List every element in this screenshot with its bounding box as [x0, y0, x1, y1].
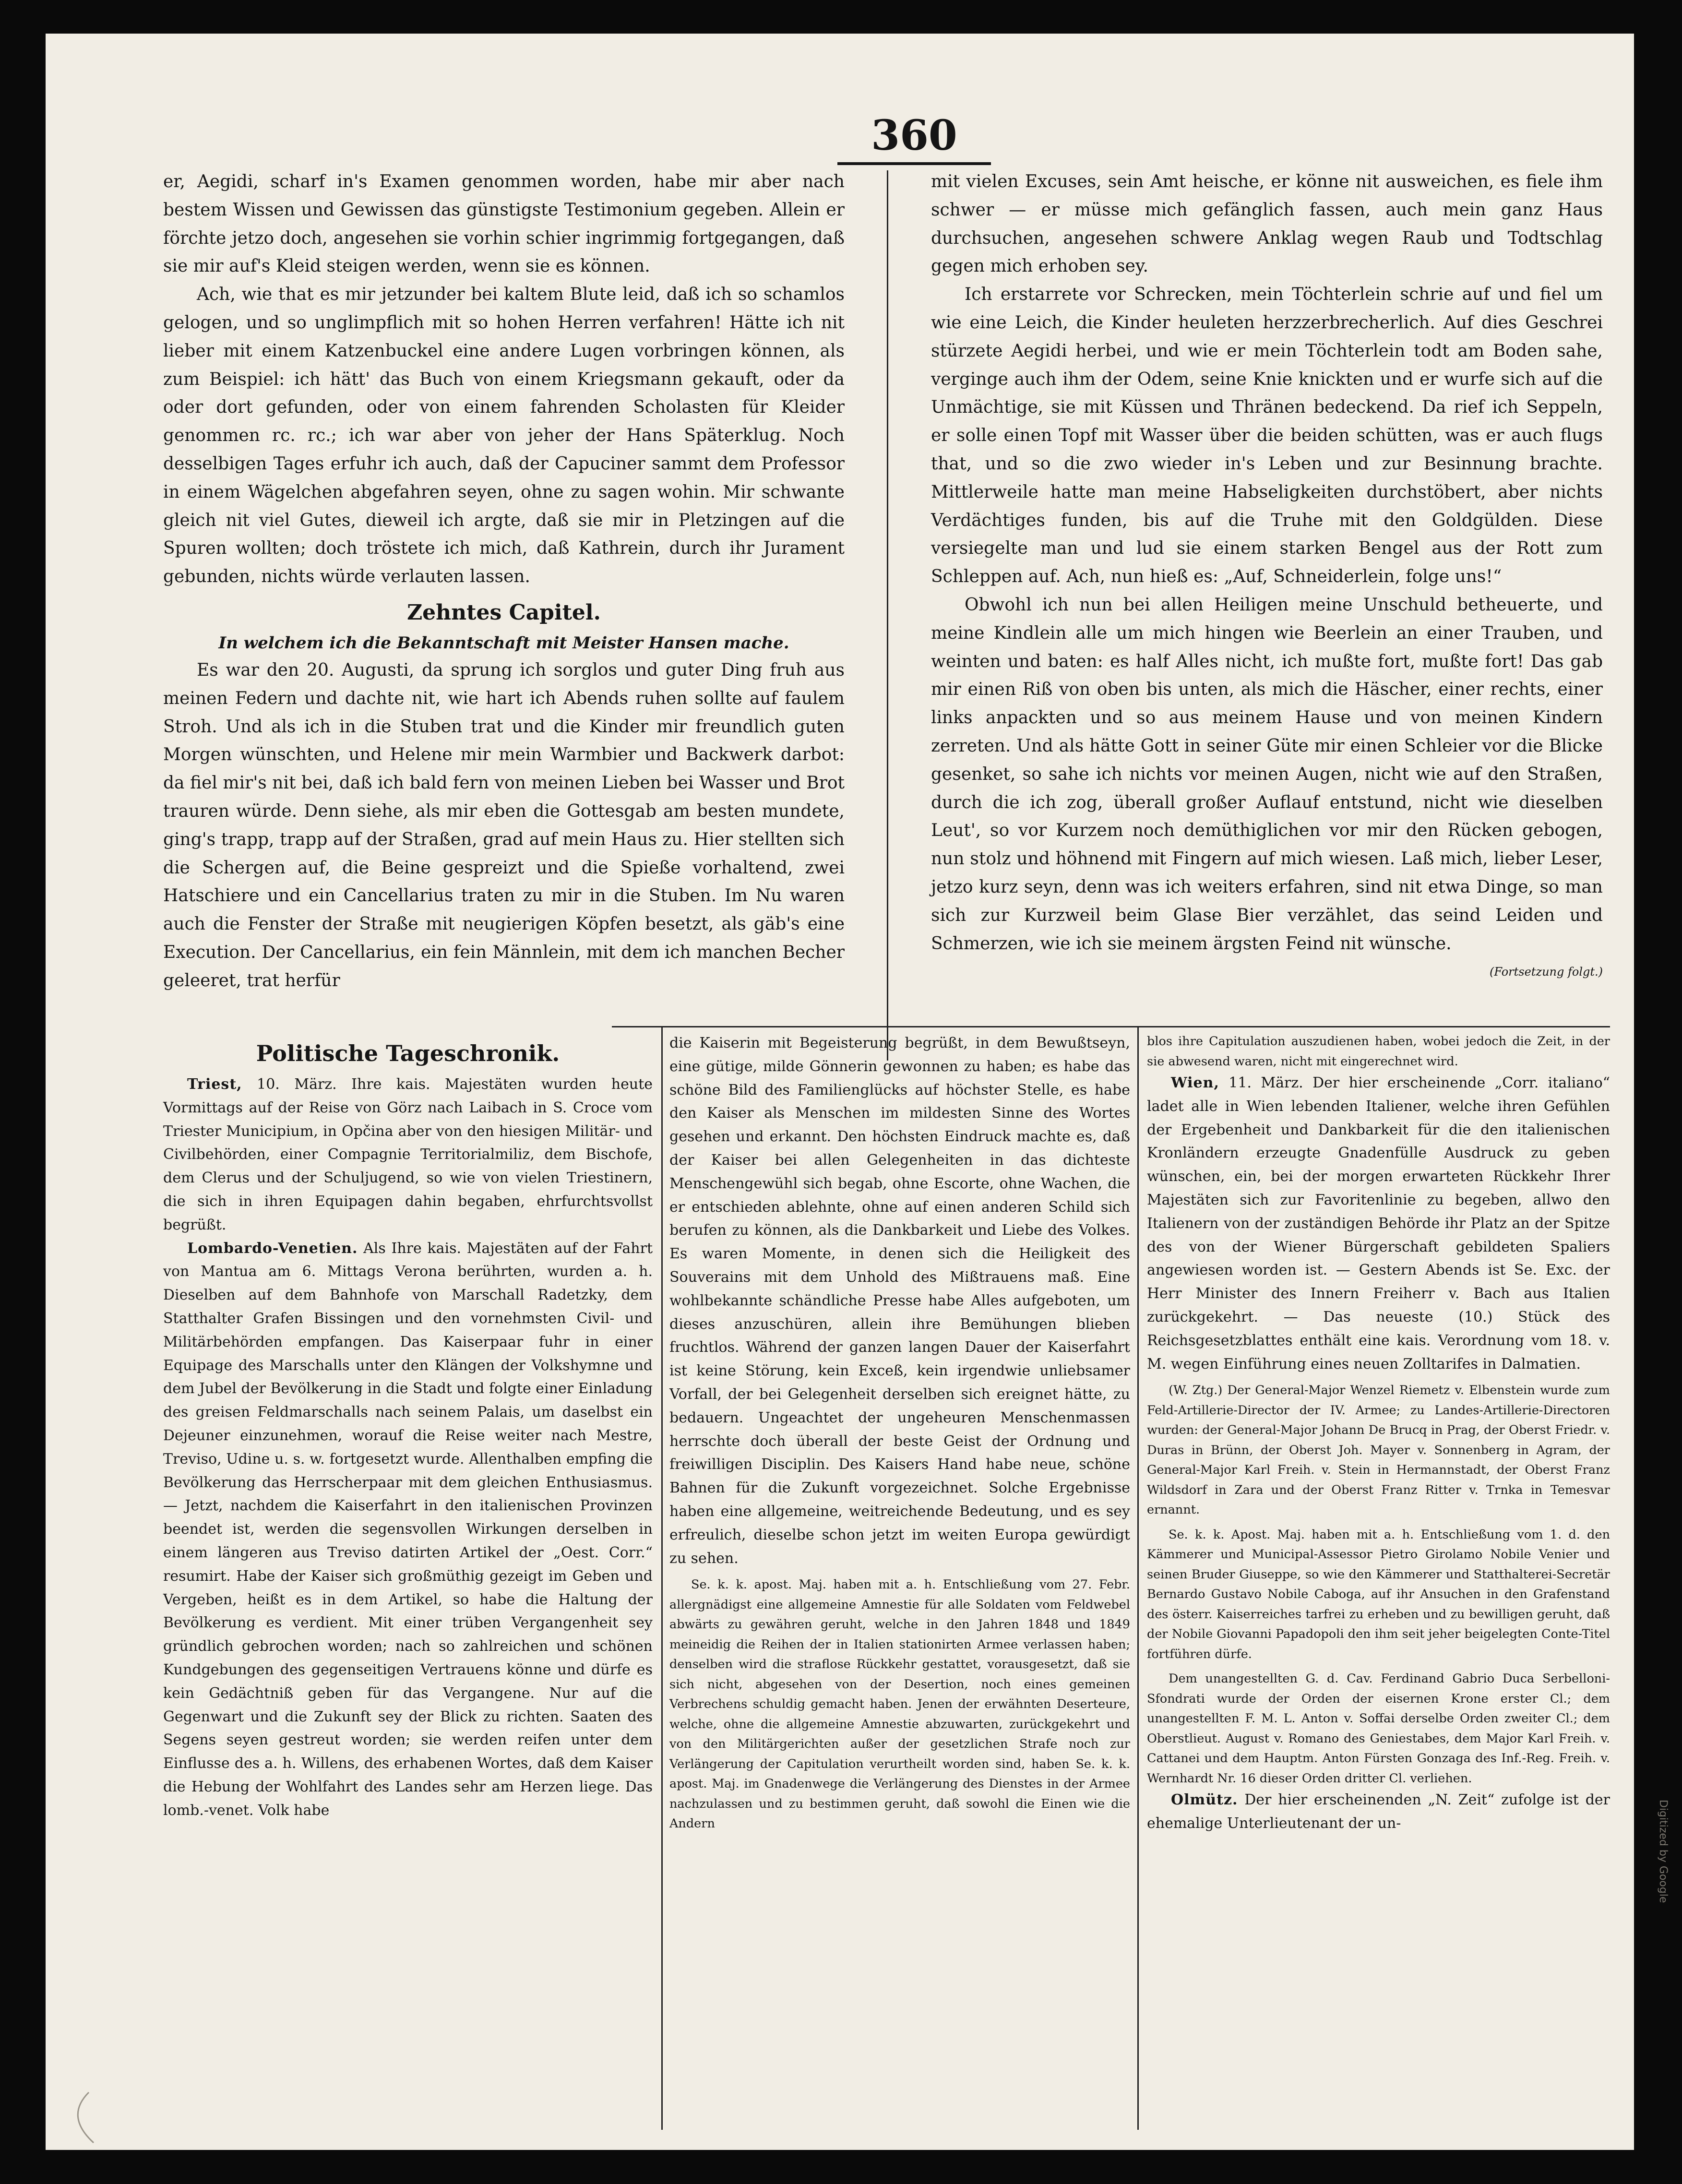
news-text: Dem unangestellten G. d. Cav. Ferdinand Gabrio Duca Serbelloni-Sfondrati wurde der Orden der eisernen Krone erster Cl.; dem unangestellten F. M. L. Anton v. Soffai derselbe Orden zweiter Cl.; dem Oberstlieut. August v. Romano des Geniestabes, dem Major Karl Freih. v. Cattanei und dem Hauptm. Anton Fürsten Gonzaga des Inf.-Reg. Freih. v. Wernhardt Nr. 16 dieser Orden dritter Cl. verliehen.	[1147, 1671, 1610, 1786]
chapter-subtitle: In welchem ich die Bekanntschaft mit Meister Hansen mache.	[218, 633, 789, 653]
chronicle-column-3	[1147, 1032, 1610, 2136]
newspaper-page	[46, 34, 1669, 2150]
news-text: 10. März. Ihre kais. Majestäten wurden heute Vormittags auf der Reise von Görz nach Laibach in S. Croce vom Triester Municipium, in Opčina aber von den hiesigen Militär- und Civilbehörden, einer Compagnie Territorialmiliz, dem Bischofe, dem Clerus und der Schuljugend, so wie von vielen Triestinern, die sich in ihren Equipagen dahin begaben, ehrfurchtsvollst begrüßt.	[163, 1076, 653, 1233]
novel-paragraph: mit vielen Excuses, sein Amt heische, er könne nit ausweichen, es fiele ihm schwer — er müsse mich gefänglich fassen, auch mein ganz Haus durchsuchen, angesehen schwere Anklag wegen Raub und Todtschlag gegen mich erhoben sey.	[931, 172, 1603, 276]
chronicle-column-2	[669, 1032, 1130, 2136]
news-text: blos ihre Capitulation auszudienen haben, wobei jedoch die Zeit, in der sie abwesend waren, nicht mit eingerechnet wird.	[1147, 1034, 1610, 1069]
news-item	[1147, 1072, 1610, 1376]
news-text: 11. März. Der hier erscheinende „Corr. italiano“ ladet alle in Wien lebenden Italiener, welche ihren Gefühlen der Ergebenheit und Dankbarkeit für die den italienischen Kronländern erzeugte Gnadenfülle Ausdruck zu geben wünschen, ein, bei der morgen erwarteten Rückkehr Ihrer Majestäten sich zur Favoritenlinie zu begeben, allwo den Italienern von der zuständigen Behörde ihr Platz an der Spitze des von der Wiener Bürgerschaft gebildeten Spaliers angewiesen worden ist. — Gestern Abends ist Se. Exc. der Herr Minister des Innern Freiherr v. Bach aus Italien zurückgekehrt. — Das neueste (10.) Stück des Reichsgesetzblattes enthält eine kais. Verordnung vom 18. v. M. wegen Einführung eines neuen Zolltarifes in Dalmatien.	[1147, 1074, 1610, 1372]
page-corner-mark	[60, 2088, 98, 2145]
novel-paragraph: Es war den 20. Augusti, da sprung ich sorglos und guter Ding fruh aus meinen Federn und dachte nit, wie hart ich Abends ruhen sollte auf faulem Stroh. Und als ich in die Stuben trat und die Kinder mir freundlich guten Morgen wünschten, und Helene mir mein Warmbier und Backwerk darbot: da fiel mir's nit bei, daß ich bald fern von meinen Lieben bei Wasser und Brot trauren würde. Denn siehe, als mir eben die Gottesgab am besten mundete, ging's trapp, trapp auf der Straßen, grad auf mein Haus zu. Hier stellten sich die Schergen auf, die Beine gespreizt und die Spieße vorhaltend, zwei Hatschiere und ein Cancellarius traten zu mir in die Stuben. Im Nu waren auch die Fenster der Straße mit neugierigen Köpfen besetzt, als gäb's eine Execution. Der Cancellarius, ein fein Männlein, mit dem ich manchen Becher geleeret, trat herfür	[163, 660, 845, 991]
chronicle-title: Politische Tageschronik.	[256, 1040, 560, 1066]
page-number: 360	[871, 111, 957, 160]
novel-paragraph: Obwohl ich nun bei allen Heiligen meine Unschuld betheuerte, und meine Kindlein alle um mich hingen wie Beerlein an einer Trauben, und weinten und baten: es half Alles nicht, ich mußte fort, mußte fort! Das gab mir einen Riß von oben bis unten, als mich die Häscher, einer rechts, einer links anpackten und so aus meinem Hause und von meinen Kindern zerreten. Und als hätte Gott in seiner Güte mir einen Schleier vor die Blicke gesenket, so sahe ich nichts vor meinen Augen, nicht wie auf den Straßen, durch die ich zog, überall großer Auflauf entstund, nicht wie dieselben Leut', so vor Kurzem noch demüthiglichen vor mir den Rücken gebogen, nun stolz und höhnend mit Fingern auf mich wiesen. Laß mich, lieber Leser, jetzo kurz seyn, denn was ich weiters erfahren, sind nit etwa Dinge, so man sich zur Kurzweil beim Glase Bier verzählet, das seind Leiden und Schmerzen, wie ich sie meinem ärgsten Feind nit wünsche.	[931, 595, 1603, 954]
news-dateline: Lombardo-Venetien.	[187, 1240, 358, 1257]
column-divider	[661, 1026, 663, 2130]
news-item	[1147, 1789, 1610, 1836]
digitization-stamp	[1657, 1800, 1669, 2068]
stamp-text: Digitized by Google	[1657, 1800, 1669, 1903]
news-dateline: Triest,	[187, 1076, 242, 1093]
column-divider	[1137, 1026, 1139, 2130]
page-number-rule	[837, 162, 991, 165]
small-print-block	[669, 1575, 1130, 1834]
news-text: Se. k. k. apost. Maj. haben mit a. h. Entschließung vom 27. Febr. allergnädigst eine allgemeine Amnestie für alle Soldaten vom Feldwebel abwärts zu gewähren geruht, welche in den Jahren 1848 und 1849 meineidig die Reihen der in Italien stationirten Armee verlassen haben; denselben wird die straflose Rückkehr gestattet, vorausgesetzt, daß sie sich nicht, abgesehen von der Desertion, noch eines gemeinen Verbrechens schuldig gemacht haben. Jenen der erwähnten Deserteure, welche, ohne die allgemeine Amnestie abzuwarten, zurückgekehrt und von den Militärgerichten außer der gesetzlichen Strafe noch zur Verlängerung der Capitulation verurtheilt worden sind, haben Se. k. k. apost. Maj. im Gnadenwege die Verlängerung des Dienstes in der Armee nachzulassen und zu bestimmen geruht, daß sowohl die Einen wie die Andern	[669, 1577, 1130, 1831]
news-text: (W. Ztg.) Der General-Major Wenzel Riemetz v. Elbenstein wurde zum Feld-Artillerie-Director der IV. Armee; zu Landes-Artillerie-Directoren wurden: der General-Major Johann De Brucq in Prag, der Oberst Friedr. v. Duras in Brünn, der Oberst Joh. Mayer v. Sonnenberg in Agram, der General-Major Karl Freih. v. Stein in Hermannstadt, der Oberst Franz Wildsdorf in Zara und der Oberst Franz Ritter v. Trnka in Temesvar ernannt.	[1147, 1383, 1610, 1517]
news-dateline: Wien,	[1171, 1074, 1219, 1091]
news-text: die Kaiserin mit Begeisterung begrüßt, in dem Bewußtseyn, eine gütige, milde Gönnerin gewonnen zu haben; es habe das schöne Bild des Familienglücks auf höchster Stelle, es habe den Kaiser als Menschen im mildesten Sinne des Wortes gesehen und erkannt. Den höchsten Eindruck machte es, daß der Kaiser bei allen Gelegenheiten in das dichteste Menschengewühl sich begab, ohne Escorte, ohne Wachen, die er entschieden ablehnte, ohne auf einen anderen Schild sich berufen zu können, als die Dankbarkeit und Liebe des Volkes. Es waren Momente, in denen sich die Heiligkeit des Souverains mit dem Unhold des Mißtrauens maß. Eine wohlbekannte schändliche Presse habe Alles aufgeboten, um dieses anzuschüren, allein ihre Bemühungen blieben fruchtlos. Während der ganzen langen Dauer der Kaiserfahrt ist keine Störung, kein Exceß, kein irgendwie unliebsamer Vorfall, der bei Gelegenheit derselben sich ereignet hätte, zu bedauern. Ungeachtet der ungeheuren Menschenmassen herrschte doch überall der beste Geist der Ordnung und freiwilligen Disciplin. Des Kaisers Hand habe neue, schöne Bahnen für die Zukunft vorgezeichnet. Solche Ergebnisse haben eine allgemeine, weitreichende Bedeutung, und es sey erfreulich, dieselbe schon jetzt im weiten Europa gewürdigt zu sehen.	[669, 1035, 1130, 1567]
novel-right-column	[931, 168, 1603, 1075]
continued-note: (Fortsetzung folgt.)	[1490, 965, 1603, 979]
news-dateline: Olmütz.	[1171, 1791, 1238, 1809]
news-text: Als Ihre kais. Majestäten auf der Fahrt von Mantua am 6. Mittags Verona berührten, wurden a. h. Dieselben auf dem Bahnhofe von Marschall Radetzky, dem Statthalter Grafen Bissingen und den vornehmsten Civil- und Militärbehörden empfangen. Das Kaiserpaar fuhr in einer Equipage des Marschalls unter den Klängen der Volkshymne und dem Jubel der Bevölkerung in die Stadt und folgte einer Einladung des greisen Feldmarschalls nach seinem Palais, um daselbst ein Dejeuner einzunehmen, worauf die Reise weiter nach Mestre, Treviso, Udine u. s. w. fortgesetzt wurde. Allenthalben empfing die Bevölkerung das Herrscherpaar mit dem gleichen Enthusiasmus. — Jetzt, nachdem die Kaiserfahrt in den italienischen Provinzen beendet ist, werden die segensvollen Wirkungen derselben in einem längeren aus Treviso datirten Artikel der „Oest. Corr.“ resumirt. Habe der Kaiser sich großmüthig gezeigt im Geben und Vergeben, heißt es in dem Artikel, so habe die Haltung der Bevölkerung es verdient. Mit einer trüben Vergangenheit sey gründlich gebrochen worden; nach so zahlreichen und schönen Kundgebungen des gegenseitigen Vertrauens könne und dürfe es kein Gedächtniß geben für das Vergangene. Nur auf die Gegenwart und die Zukunft sey der Blick zu richten. Saaten des Segens seyen gestreut worden; sie werden reifen unter dem Einflusse des a. h. Willens, des erhabenen Wortes, daß dem Kaiser die Hebung der Wohlfahrt des Landes sehr am Herzen liege. Das lomb.-venet. Volk habe	[163, 1240, 653, 1819]
chapter-title: Zehntes Capitel.	[407, 600, 601, 625]
novel-paragraph: Ich erstarrete vor Schrecken, mein Töchterlein schrie auf und fiel um wie eine Leich, die Kinder heuleten herzzerbrecherlich. Auf dies Geschrei stürzete Aegidi herbei, und wie er mein Töchterlein todt am Boden sahe, verginge auch ihm der Odem, seine Knie knickten und er wurfe sich auf die Unmächtige, sie mit Küssen und Thränen bedeckend. Da rief ich Seppeln, er solle einen Topf mit Wasser über die beiden schütten, was er auch flugs that, und so die zwo wieder in's Leben und zur Besinnung brachte. Mittlerweile hatte man meine Habseligkeiten durchstöbert, aber nichts Verdächtiges funden, bis auf die Truhe mit den Goldgülden. Diese versiegelte man und lud sie einem starken Bengel aus der Rott zum Schleppen auf. Ach, nun hieß es: „Auf, Schneiderlein, folge uns!“	[931, 285, 1603, 587]
novel-paragraph: er, Aegidi, scharf in's Examen genommen worden, habe mir aber nach bestem Wissen und Gewissen das günstigste Testimonium gegeben. Allein er förchte jetzo doch, angesehen sie vorhin schier ingrimmig fortgegangen, daß sie mir auf's Kleid steigen werden, wenn sie es können.	[163, 172, 845, 276]
news-text: Se. k. k. Apost. Maj. haben mit a. h. Entschließung vom 1. d. den Kämmerer und Municipal-Assessor Pietro Girolamo Nobile Venier und seinen Bruder Giuseppe, so wie den Kämmerer und Statthalterei-Secretär Bernardo Gustavo Nobile Caboga, auf ihr Ansuchen in den Grafenstand des österr. Kaiserreiches tarfrei zu erheben und zu bewilligen geruht, daß der Nobile Giovanni Papadopoli den ihm seit jeher beigelegten Conte-Titel fortführen dürfe.	[1147, 1527, 1610, 1661]
small-print-block	[1147, 1381, 1610, 1789]
novel-paragraph: Ach, wie that es mir jetzunder bei kaltem Blute leid, daß ich so schamlos gelogen, und so unglimpflich mit so hohen Herren verfahren! Hätte ich nit lieber mit einem Katzenbuckel eine andere Lugen vorbringen können, als zum Beispiel: ich hätt' das Buch von einem Kriegsmann gekauft, oder da oder dort gefunden, oder von einem fahrenden Scholasten für Kleider genommen rc. rc.; ich war aber von jeher der Hans Späterklug. Noch desselbigen Tages erfuhr ich auch, daß der Capuciner sammt dem Professor in einem Wägelchen abgefahren seyen, ohne zu sagen wohin. Mir schwante gleich nit viel Gutes, dieweil ich argte, daß sie mir in Pletzingen auf die Spuren wollten; doch tröstete ich mich, daß Kathrein, durch ihr Jurament gebunden, nichts würde verlauten lassen.	[163, 285, 845, 587]
news-text: Der hier erscheinenden „N. Zeit“ zufolge ist der ehemalige Unterlieutenant der un-	[1147, 1791, 1610, 1832]
section-divider	[612, 1026, 1610, 1027]
small-print-block	[1147, 1032, 1610, 1072]
news-item	[163, 1237, 653, 1823]
chronicle-column-1	[163, 1037, 653, 2136]
novel-left-column	[163, 168, 845, 1075]
column-divider	[887, 170, 888, 1061]
news-item	[163, 1073, 653, 1237]
